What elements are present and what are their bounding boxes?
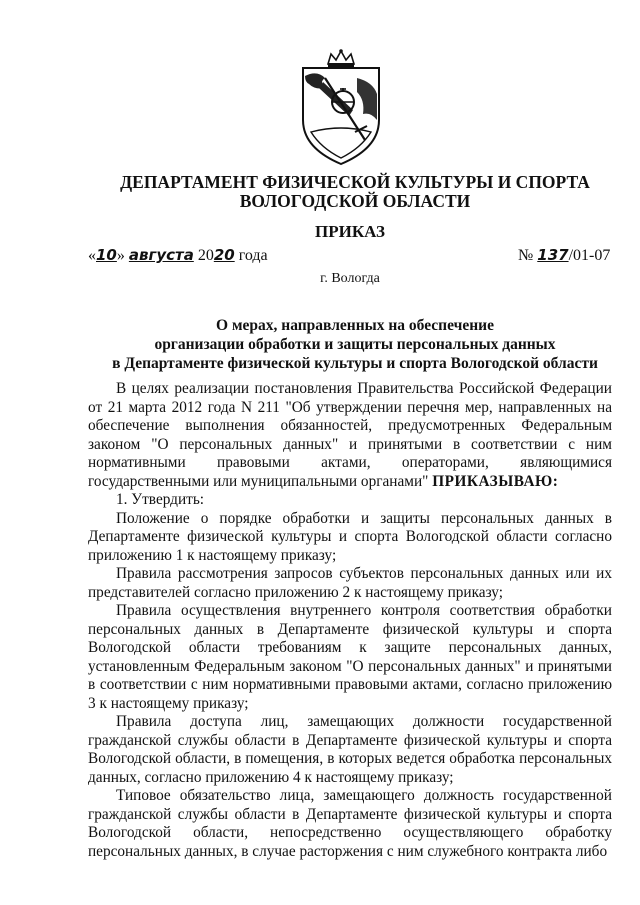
number-handwritten: 137 — [537, 246, 569, 264]
order-number — [518, 246, 610, 265]
order-subject — [100, 316, 610, 373]
document-type-title: ПРИКАЗ — [315, 222, 385, 241]
date-year-prefix: 20 — [197, 247, 214, 264]
date-year-suffix: 20 — [213, 246, 235, 264]
order-body — [88, 380, 612, 861]
city-name: г. Вологда — [320, 271, 380, 286]
coat-of-arms-emblem — [295, 48, 387, 168]
date-close-quote: » — [116, 247, 125, 264]
number-prefix: № — [518, 247, 534, 264]
subject-line2: организации обработки и защиты персональных данных — [154, 336, 556, 353]
subject-line1: О мерах, направленных на обеспечение — [216, 317, 494, 334]
number-suffix: /01-07 — [568, 247, 611, 264]
department-name-line2: ВОЛОГОДСКОЙ ОБЛАСТИ — [239, 191, 471, 211]
date-year-word: года — [238, 247, 268, 264]
approval-item-1: Положение о порядке обработки и защиты персональных данных в Департаменте физической культуры и спорта Вологодской области согласно приложению 1 к настоящему приказу; — [88, 509, 612, 564]
order-date — [88, 246, 268, 265]
department-name-line1: ДЕПАРТАМЕНТ ФИЗИЧЕСКОЙ КУЛЬТУРЫ И СПОРТА — [120, 172, 590, 192]
date-day: 10 — [96, 246, 117, 264]
approval-item-2: Правила рассмотрения запросов субъектов персональных данных или их представителей согласно приложению 2 к настоящему приказу; — [88, 565, 612, 601]
order-keyword: ПРИКАЗЫВАЮ: — [432, 472, 559, 490]
approval-item-3: Правила осуществления внутреннего контроля соответствия обработки персональных данных в Департаменте физической культуры и спорта Вологодской области требованиям к защите персональных данных, установленным Федеральным законом "О персональных данных" и принятыми в соответствии с ним нормативными правовыми актами, согласно приложению 3 к настоящему приказу; — [88, 602, 612, 712]
approval-item-4: Правила доступа лиц, замещающих должности государственной гражданской службы области в Департаменте физической культуры и спорта Вологодской области, в помещения, в которых ведется обработка персональных данных, согласно приложению 4 к настоящему приказу; — [88, 713, 612, 786]
preamble-text: В целях реализации постановления Правительства Российской Федерации от 21 марта 2012 года N 211 "Об утверждении перечня мер, направленных на обеспечение выполнения обязанностей, предусмотренных Федеральным законом "О персональных данных" и принятыми в соответствии с ним нормативными правовыми актами, операторами, являющимися государственными или муниципальными органами" — [88, 380, 612, 490]
approval-item-5: Типовое обязательство лица, замещающего должность государственной гражданской службы области в Департаменте физической культуры и спорта Вологодской области, непосредственно осуществляющего обработку персональных данных, в случае расторжения с ним служебного контракта либо — [88, 787, 612, 860]
date-month: августа — [128, 246, 194, 264]
date-open-quote: « — [88, 247, 96, 264]
preamble-paragraph — [88, 380, 612, 491]
crown-icon — [328, 49, 354, 67]
subject-line3: в Департаменте физической культуры и спорта Вологодской области — [112, 355, 598, 372]
item-1: 1. Утвердить: — [116, 491, 205, 508]
